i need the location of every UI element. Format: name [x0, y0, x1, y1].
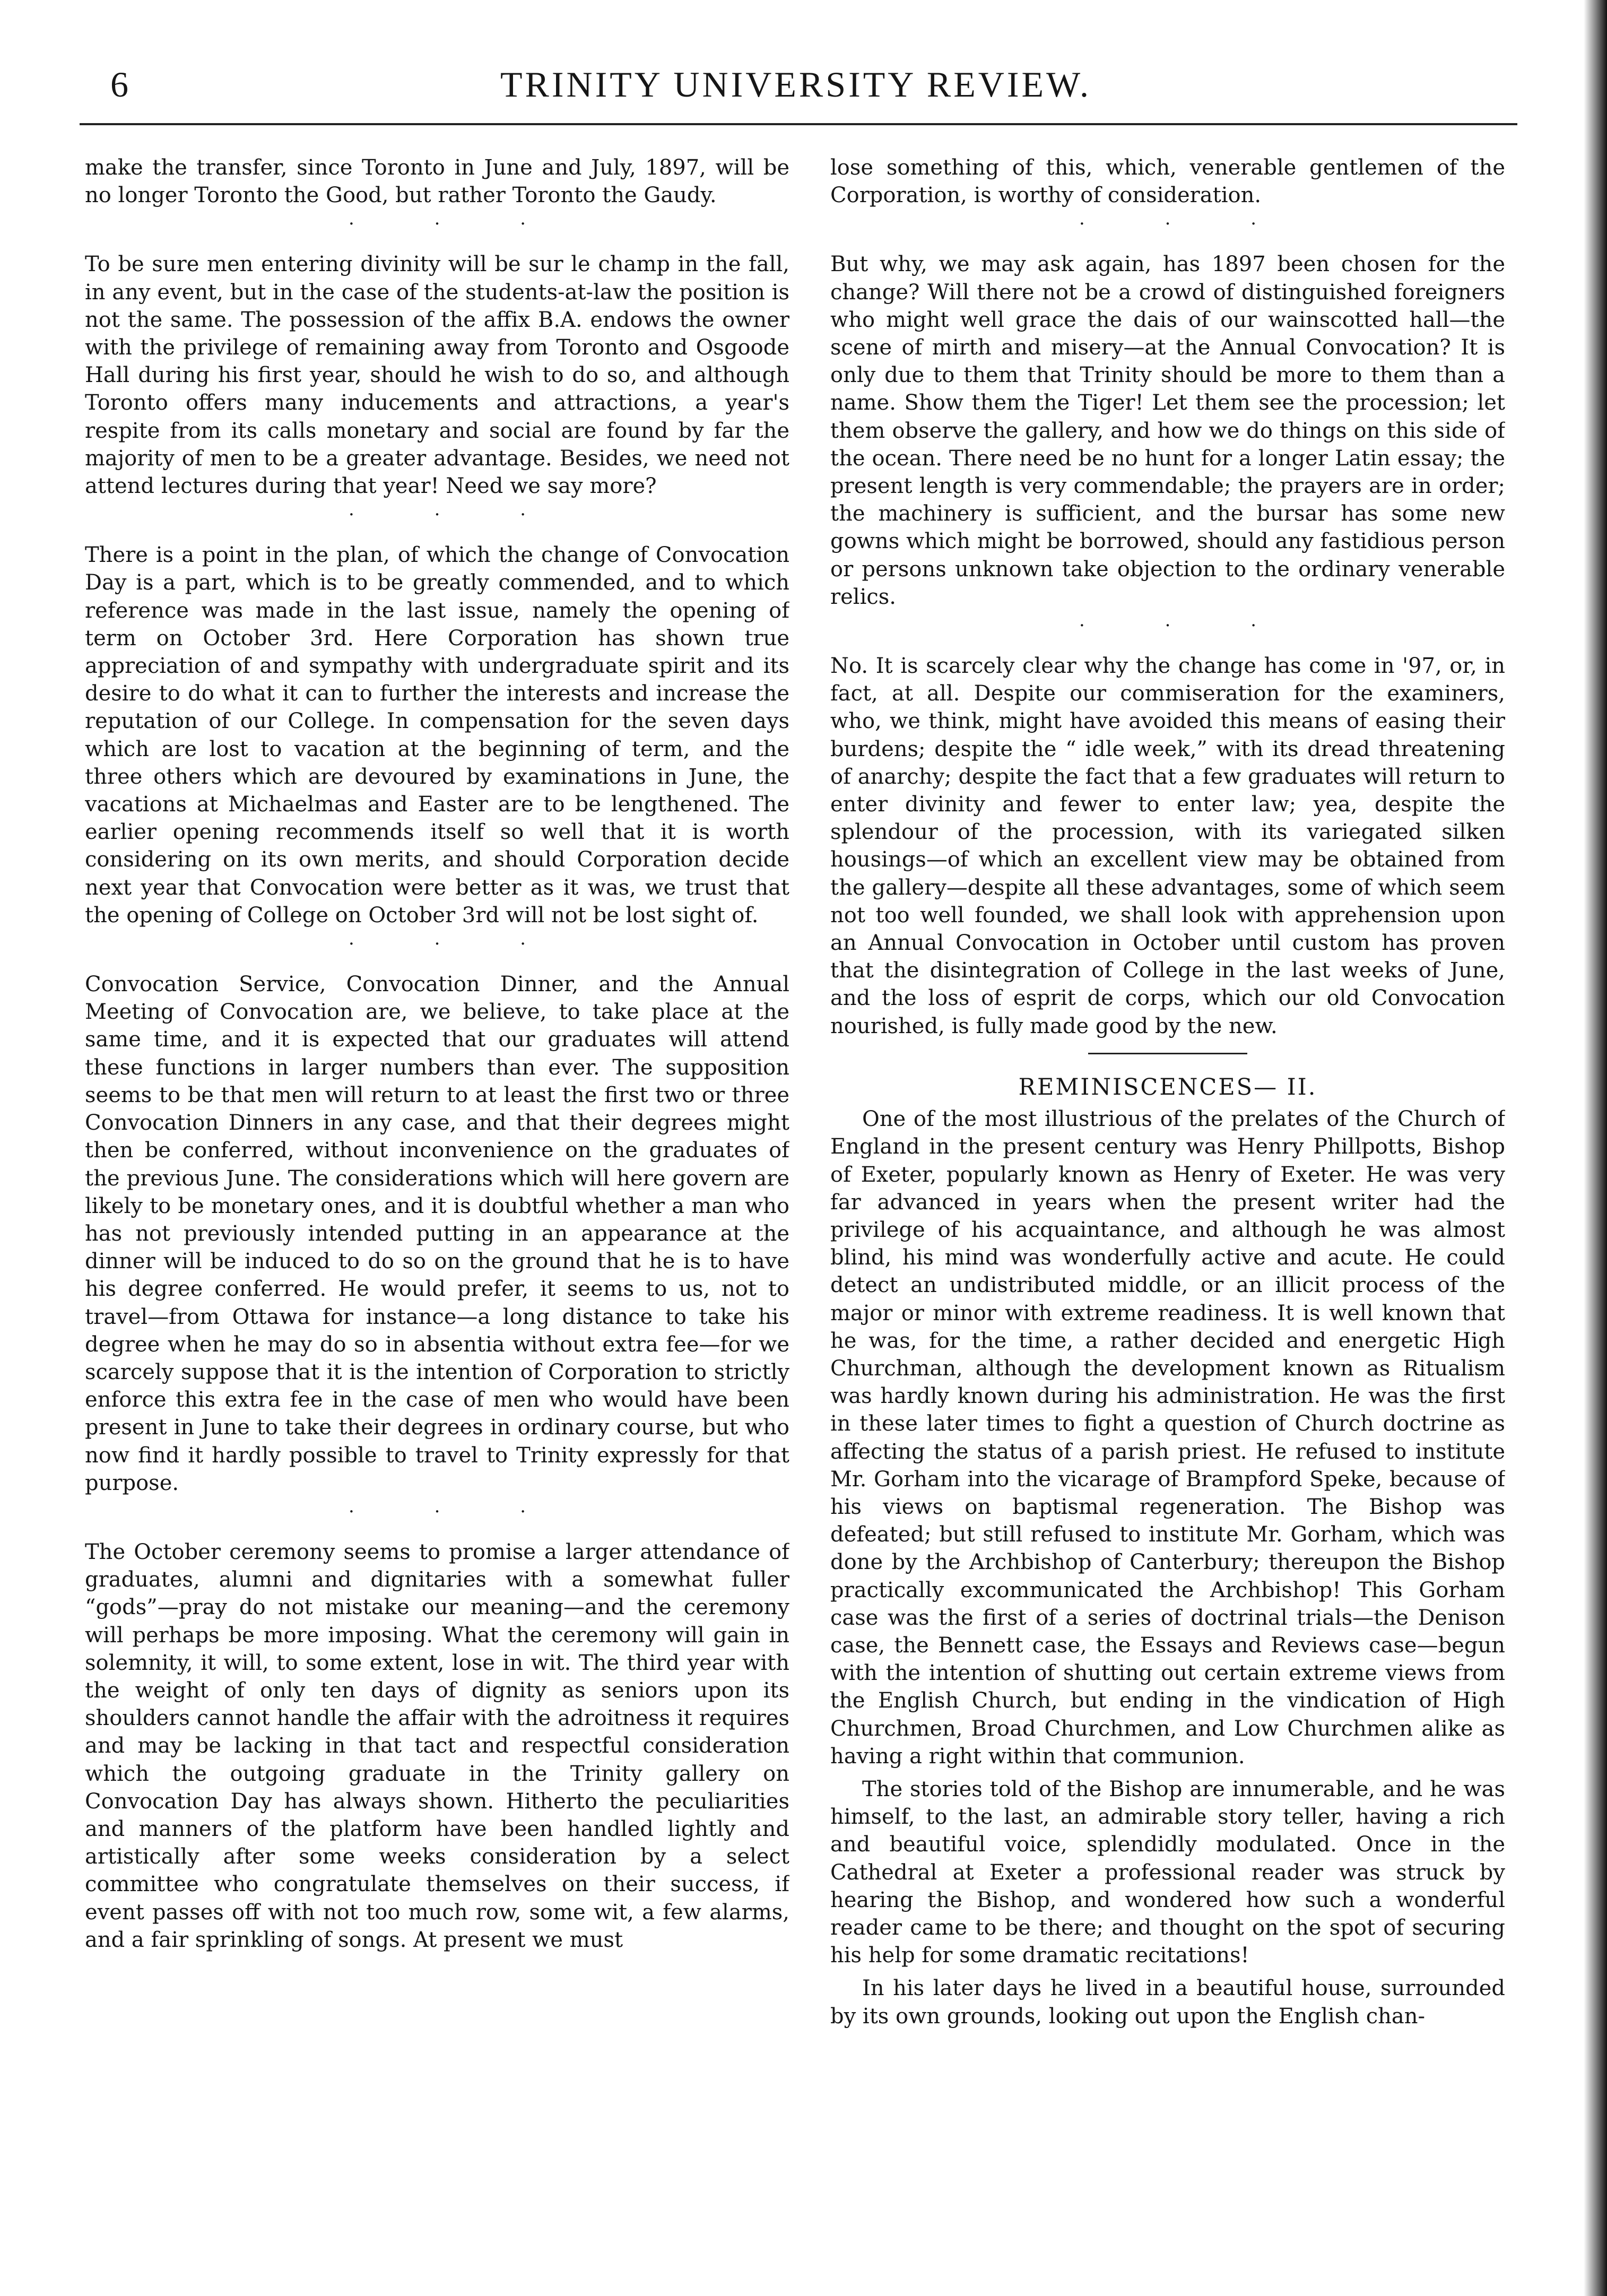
- paragraph: To be sure men entering divinity will be sur le champ in the fall, in any event, but in the case of the students-at-law the position is not the same. The possession of the affix B.A. endows the owner with the privilege of remaining away from Toronto and Osgoode Hall during his first year, should he wish to do so, and although Toronto offers many inducements and attractions, a year's respite from its calls monetary and social are found by far the majority of men to be a greater advantage. Besides, we need not attend lectures during that year! Need we say more?: [85, 252, 789, 499]
- page-number: 6: [110, 64, 128, 105]
- paragraph: The October ceremony seems to promise a larger attendance of graduates, alumni and dignitaries with a somewhat fuller “gods”—pray do not mistake our meaning—and the ceremony will perhaps be more imposing. What the ceremony will gain in solemnity, it will, to some extent, lose in wit. The third year with the weight of only ten days of dignity as seniors upon its shoulders cannot handle the affair with the adroitness it requires and may be lacking in that tact and respectful consideration which the outgoing graduate in the Trinity gallery on Convocation Day has always shown. Hitherto the peculiarities and manners of the platform have been handled lightly and artistically after some weeks consideration by a select committee who congratulate themselves on their success, if event passes off with not too much row, some wit, a few alarms, and a fair sprinkling of songs. At present we must: [85, 1539, 789, 1952]
- paragraph: The stories told of the Bishop are innumerable, and he was himself, to the last, an admirable story teller, having a rich and beautiful voice, splendidly modulated. Once in the Cathedral at Exeter a professional reader was struck by hearing the Bishop, and wondered how such a wonderful reader came to be there; and thought on the spot of securing his help for some dramatic recitations!: [830, 1777, 1505, 1968]
- section-separator: · · ·: [1079, 213, 1294, 235]
- paragraph: In his later days he lived in a beautiful house, surrounded by its own grounds, looking out upon the English chan-: [830, 1976, 1505, 2029]
- section-separator: · · ·: [348, 213, 563, 235]
- running-title: TRINITY UNIVERSITY REVIEW.: [500, 64, 1091, 105]
- paragraph: lose something of this, which, venerable gentlemen of the Corporation, is worthy of consideration.: [830, 155, 1505, 208]
- header-rule: [80, 123, 1517, 125]
- paragraph: But why, we may ask again, has 1897 been chosen for the change? Will there not be a crowd of distinguished foreigners who might well grace the dais of our wainscotted hall—the scene of mirth and misery—at the Annual Convocation? It is only due to them that Trinity should be more to them than a name. Show them the Tiger! Let them see the procession; let them observe the gallery, and how we do things on this side of the ocean. There need be no hunt for a longer Latin essay; the present length is very commendable; the prayers are in order; the machinery is sufficient, and the bursar has some new gowns which might be borrowed, should any fastidious person or persons unknown take objection to the ordinary venerable relics.: [830, 252, 1505, 609]
- section-rule: [1088, 1053, 1247, 1054]
- section-separator: · · ·: [1079, 615, 1294, 637]
- section-separator: · · ·: [348, 933, 563, 955]
- section-title: REMINISCENCES— II.: [1018, 1073, 1317, 1101]
- section-separator: · · ·: [348, 504, 563, 526]
- left-column: [85, 154, 789, 2240]
- paragraph: One of the most illustrious of the prelates of the Church of England in the present century was Henry Phillpotts, Bishop of Exeter, popularly known as Henry of Exeter. He was very far advanced in years when the present writer had the privilege of his acquaintance, and although he was almost blind, his mind was wonderfully active and acute. He could detect an undistributed middle, or an illicit process of the major or minor with extreme readiness. It is well known that he was, for the time, a rather decided and energetic High Churchman, although the development known as Ritualism was hardly known during his administration. He was the first in these later times to fight a question of Church doctrine as affecting the status of a parish priest. He refused to institute Mr. Gorham into the vicarage of Brampford Speke, because of his views on baptismal regeneration. The Bishop was defeated; but still refused to institute Mr. Gorham, which was done by the Archbishop of Canterbury; thereupon the Bishop practically excommunicated the Archbishop! This Gorham case was the first of a series of doctrinal trials—the Denison case, the Bennett case, the Essays and Reviews case—begun with the intention of shutting out certain extreme views from the English Church, but ending in the vindication of High Churchmen, Broad Churchmen, and Low Churchmen alike as having a right within that communion.: [830, 1107, 1505, 1769]
- paragraph: make the transfer, since Toronto in June and July, 1897, will be no longer Toronto the Good, but rather Toronto the Gaudy.: [85, 155, 789, 208]
- page-header: [80, 59, 1512, 118]
- right-column: [830, 154, 1505, 2240]
- section-separator: · · ·: [348, 1501, 563, 1522]
- paragraph: There is a point in the plan, of which the change of Convocation Day is a part, which is to be greatly commended, and to which reference was made in the last issue, namely the opening of term on October 3rd. Here Corporation has shown true appreciation of and sympathy with undergraduate spirit and its desire to do what it can to further the interests and increase the reputation of our College. In compensation for the seven days which are lost to vacation at the beginning of term, and the three others which are devoured by examinations in June, the vacations at Michaelmas and Easter are to be lengthened. The earlier opening recommends itself so well that it is worth considering on its own merits, and should Corporation decide next year that Convocation were better as it was, we trust that the opening of College on October 3rd will not be lost sight of.: [85, 543, 789, 928]
- paragraph: Convocation Service, Convocation Dinner, and the Annual Meeting of Convocation are, we believe, to take place at the same time, and it is expected that our graduates will attend these functions in larger numbers than ever. The supposition seems to be that men will return to at least the first two or three Convocation Dinners in any case, and that their degrees might then be conferred, without inconvenience on the graduates of the previous June. The considerations which will here govern are likely to be monetary ones, and it is doubtful whether a man who has not previously intended putting in an appearance at the dinner will be induced to do so on the ground that he is to have his degree conferred. He would prefer, it seems to us, not to travel—from Ottawa for instance—a long distance to take his degree when he may do so in absentia without extra fee—for we scarcely suppose that it is the intention of Corporation to strictly enforce this extra fee in the case of men who would have been present in June to take their degrees in ordinary course, but who now find it hardly possible to travel to Trinity expressly for that purpose.: [85, 972, 789, 1495]
- paragraph: No. It is scarcely clear why the change has come in '97, or, in fact, at all. Despite our commiseration for the examiners, who, we think, might have avoided this means of easing their burdens; despite the “ idle week,” with its dread threatening of anarchy; despite the fact that a few graduates will return to enter divinity and fewer to enter law; yea, despite the splendour of the procession, with its variegated silken housings—of which an excellent view may be obtained from the gallery—despite all these advantages, some of which seem not too well founded, we shall look with apprehension upon an Annual Convocation in October until custom has proven that the disintegration of College in the last weeks of June, and the loss of esprit de corps, which our old Convocation nourished, is fully made good by the new.: [830, 654, 1505, 1038]
- binding-edge-shadow: [1584, 0, 1607, 2296]
